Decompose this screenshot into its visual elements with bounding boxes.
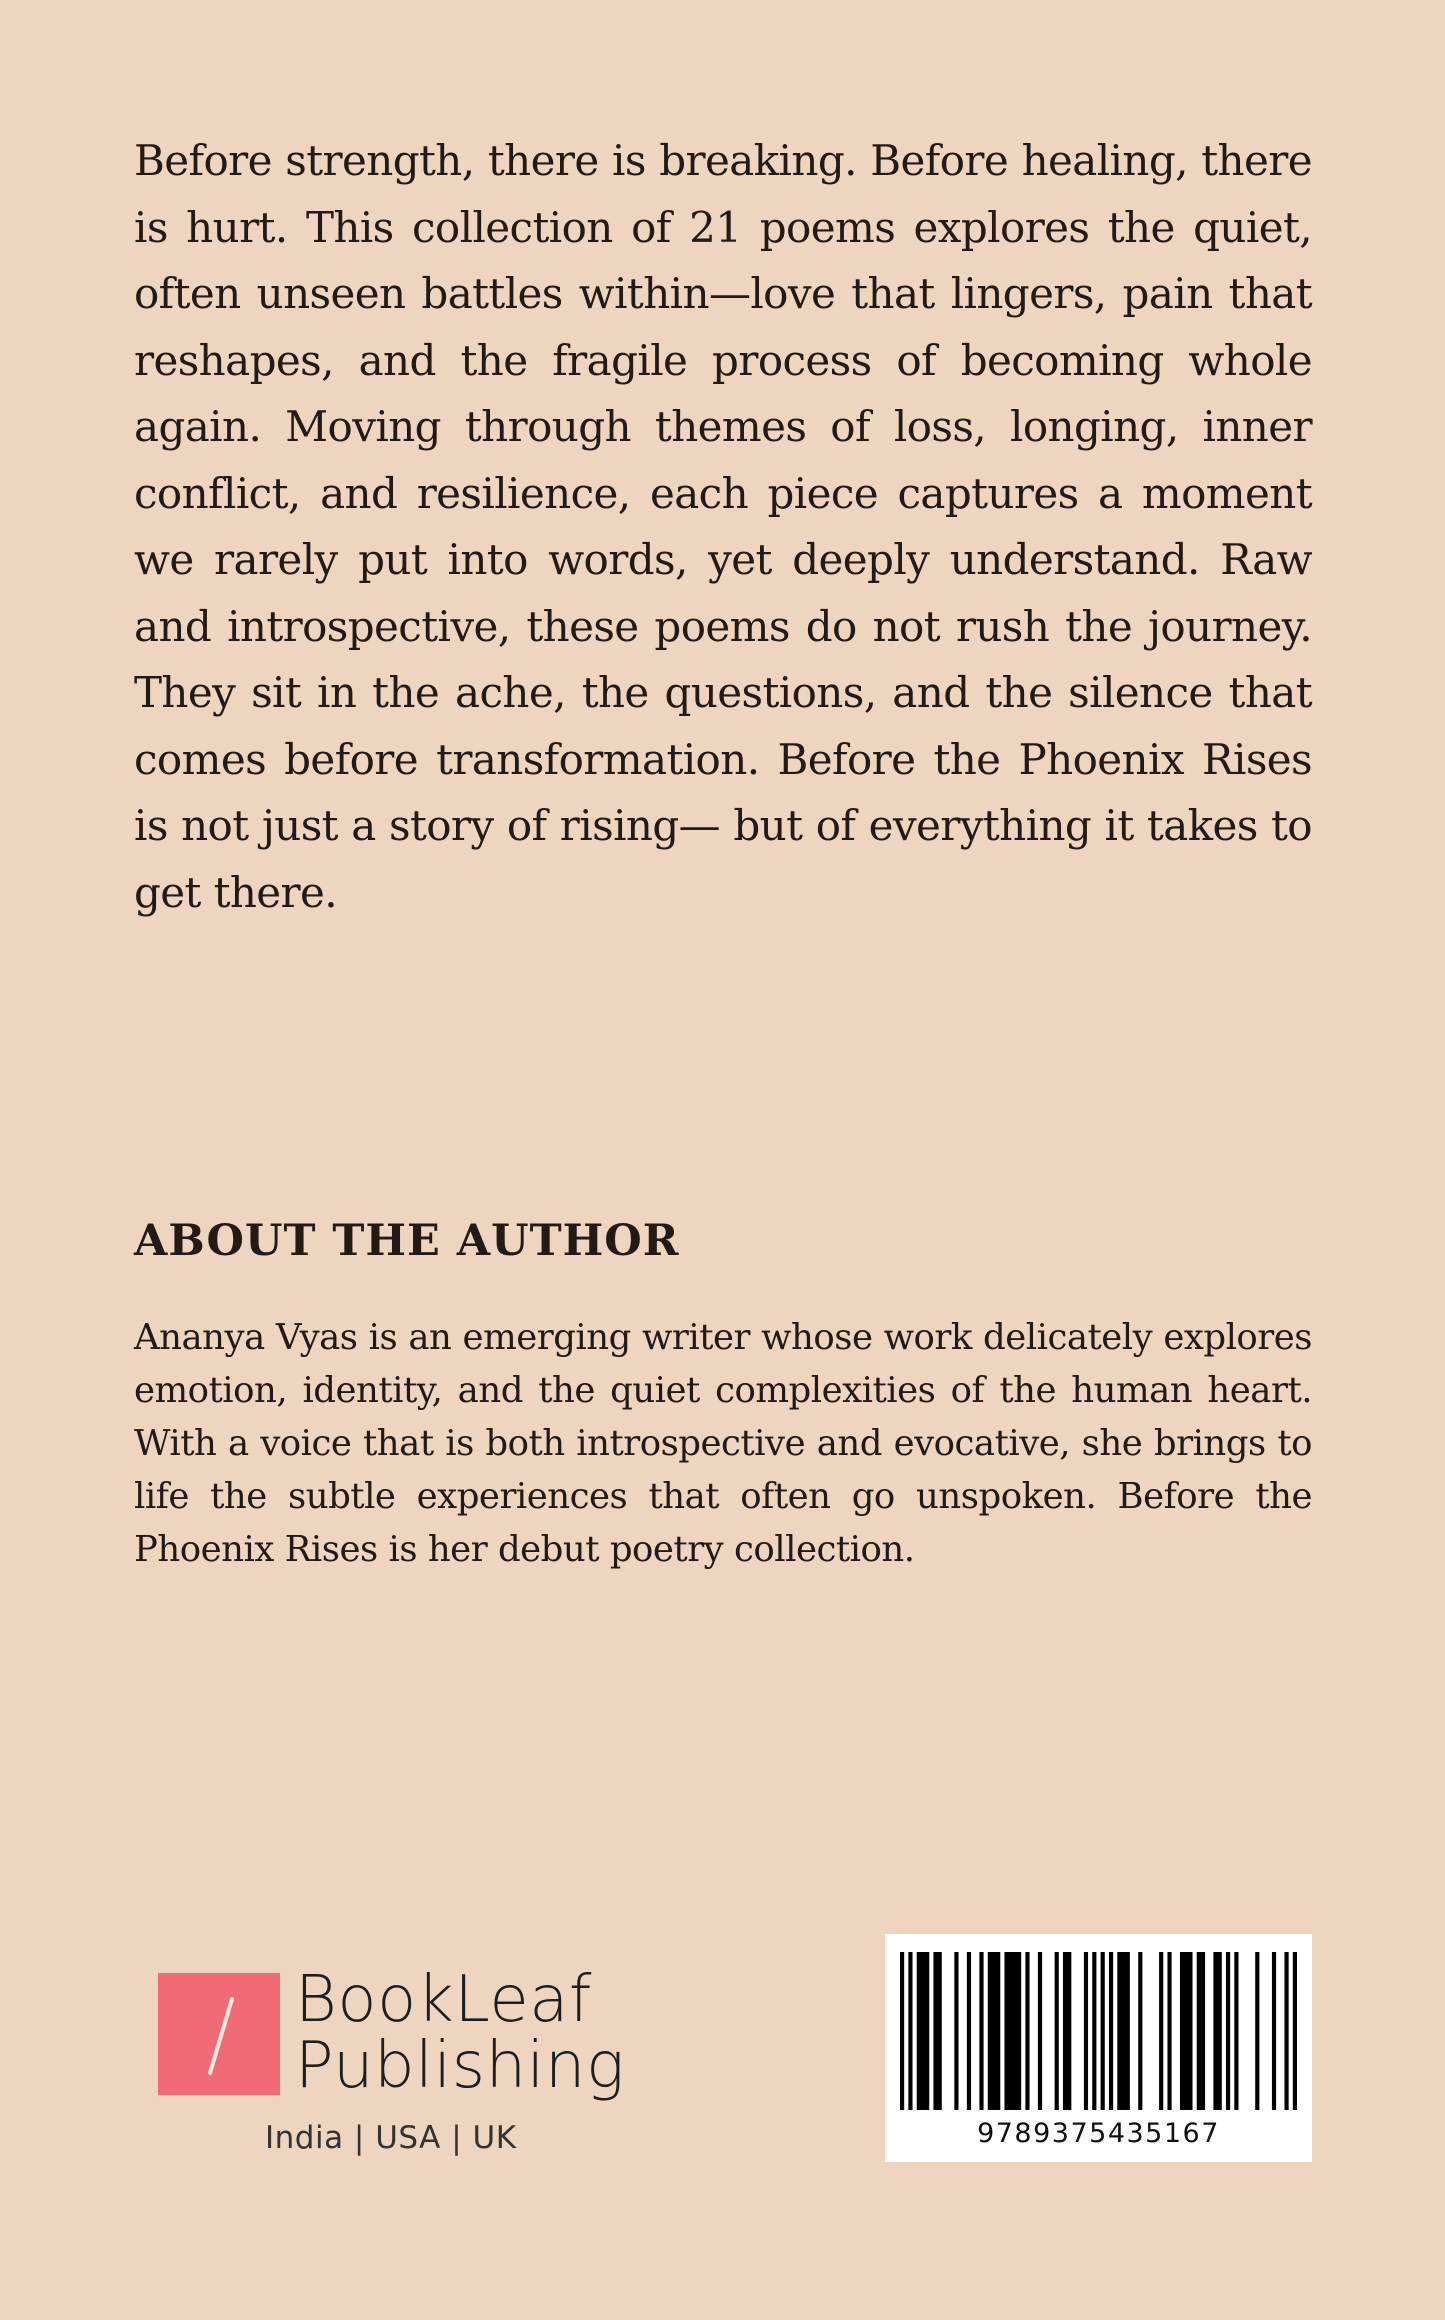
barcode-bar xyxy=(1004,1952,1021,2110)
barcode-bar xyxy=(1180,1952,1193,2110)
barcode-bar xyxy=(908,1952,912,2110)
barcode-bar xyxy=(1226,1952,1230,2110)
barcode-bar xyxy=(1167,1952,1171,2110)
barcode-bar xyxy=(1063,1952,1071,2110)
barcode-bar xyxy=(900,1952,904,2110)
barcode-bar xyxy=(988,1952,1001,2110)
barcode-bar xyxy=(1213,1952,1221,2110)
publisher-name-line1: BookLeaf xyxy=(295,1963,592,2037)
barcode-bar xyxy=(1092,1952,1096,2110)
barcode-bar xyxy=(1084,1952,1088,2110)
barcode-bar xyxy=(1197,1952,1205,2110)
publisher-regions: India | USA | UK xyxy=(265,2120,517,2156)
isbn-number: 9789375435167 xyxy=(977,2118,1220,2149)
barcode-bar xyxy=(1272,1952,1276,2110)
isbn-barcode xyxy=(885,1934,1312,2162)
blurb-text: Before strength, there is breaking. Before healing, there is hurt. This collection of 21 poems explores the quiet, often unseen battles within—love that lingers, pain that reshapes, and the fragile process of becoming whole again. Moving through themes of loss, longing, inner conflict, and resilience, each piece captures a moment we rarely put into words, yet deeply understand. Raw and introspective, these poems do not rush the journey. They sit in the ache, the questions, and the silence that comes before transformation. Before the Phoenix Rises is not just a story of rising— but of everything it takes to get there. xyxy=(134,136,1312,917)
about-author-text: Ananya Vyas is an emerging writer whose work delicately explores emotion, identity, and the quiet complexities of the human heart. With a voice that is both introspective and evocative, she brings to life the subtle experiences that often go unspoken. Before the Phoenix Rises is her debut poetry collection. xyxy=(134,1317,1312,1570)
barcode-bar xyxy=(1234,1952,1238,2110)
barcode-bar xyxy=(979,1952,983,2110)
publisher-logo xyxy=(158,1963,625,2168)
barcode-bar xyxy=(1117,1952,1130,2110)
barcode-bar xyxy=(1025,1952,1029,2110)
barcode-bar xyxy=(967,1952,971,2110)
barcode-bar xyxy=(1255,1952,1259,2110)
barcode-bar xyxy=(1284,1952,1288,2110)
barcode-bar xyxy=(1138,1952,1142,2110)
barcode-bar xyxy=(1038,1952,1042,2110)
barcode-bar xyxy=(1293,1952,1297,2110)
barcode-bar xyxy=(933,1952,941,2110)
slash-leaf-icon xyxy=(158,1973,280,2095)
about-author-heading: ABOUT THE AUTHOR xyxy=(134,1216,680,1266)
barcode-bar xyxy=(1159,1952,1163,2110)
barcode-bar xyxy=(954,1952,958,2110)
barcode-bar xyxy=(1055,1952,1059,2110)
barcode-bar xyxy=(1109,1952,1113,2110)
publisher-name-line2: Publishing xyxy=(295,2029,625,2103)
barcode-bar xyxy=(1101,1952,1105,2110)
barcode-bar xyxy=(917,1952,930,2110)
